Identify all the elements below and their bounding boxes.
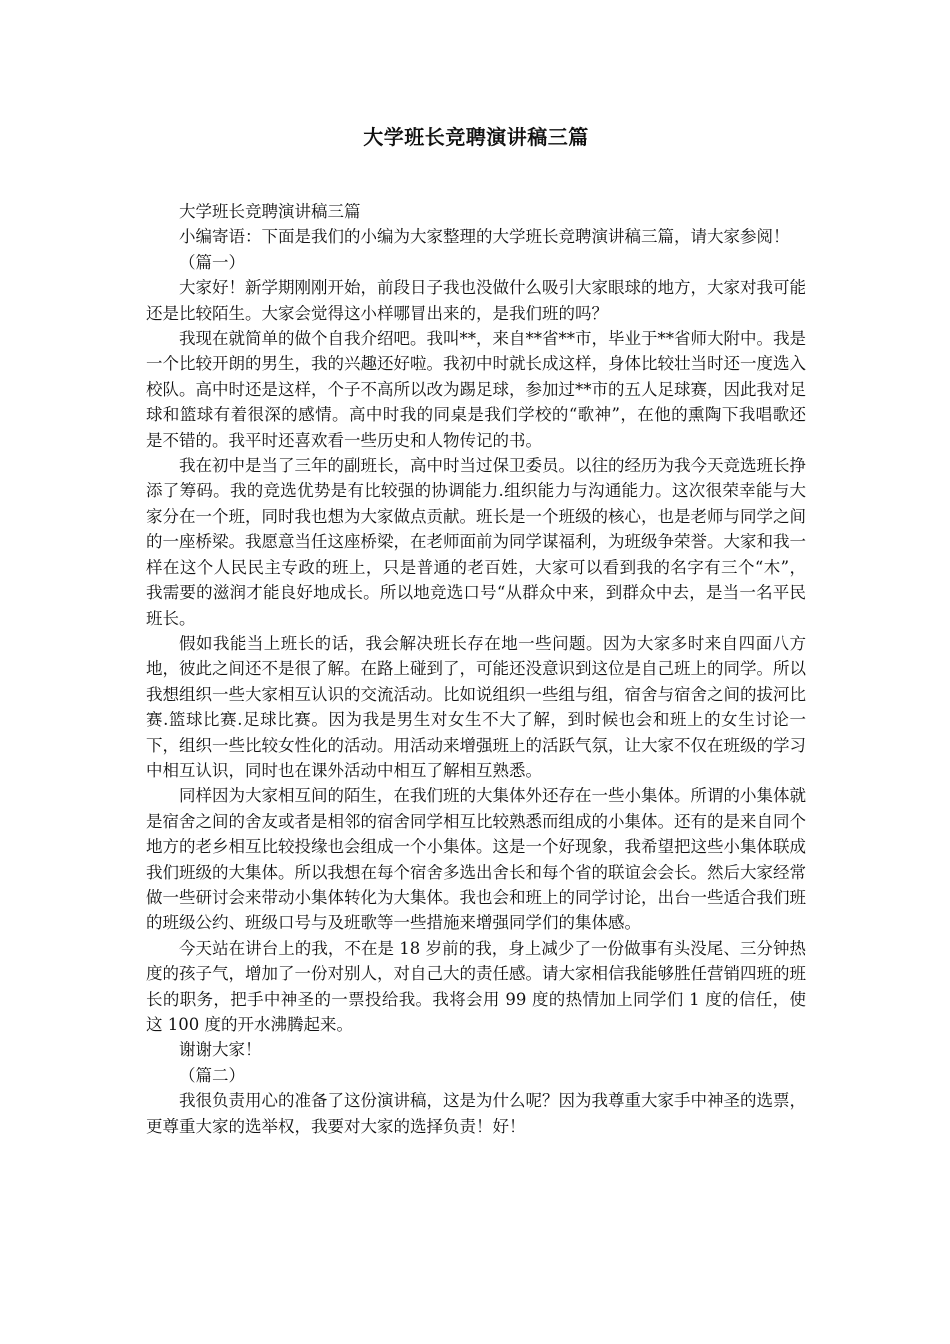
document-title: 大学班长竞聘演讲稿三篇 [363,125,589,149]
paragraph: 同样因为大家相互间的陌生，在我们班的大集体外还存在一些小集体。所谓的小集体就是宿舍之间的舍友或者是相邻的宿舍同学相互比较熟悉而组成的小集体。还有的是来自同个地方的老乡相互比较投缘也会组成一个小集体。这是一个好现象，我希望把这些小集体联成我们班级的大集体。所以我想在每个宿舍多选出舍长和每个省的联谊会会长。然后大家经常做一些研讨会来带动小集体转化为大集体。我也会和班上的同学讨论，出台一些适合我们班的班级公约、班级口号与及班歌等一些措施来增强同学们的集体感。 [146,786,806,933]
paragraph: 小编寄语：下面是我们的小编为大家整理的大学班长竞聘演讲稿三篇，请大家参阅！ [179,227,790,247]
paragraph: 我很负责用心的准备了这份演讲稿，这是为什么呢？因为我尊重大家手中神圣的选票，更尊重大家的选举权，我要对大家的选择负责！好！ [146,1091,806,1136]
paragraph: 我在初中是当了三年的副班长，高中时当过保卫委员。以往的经历为我今天竞选班长挣添了筹码。我的竞选优势是有比较强的协调能力.组织能力与沟通能力。这次很荣幸能与大家分在一个班，同时我也想为大家做点贡献。班长是一个班级的核心，也是老师与同学之间的一座桥梁。我愿意当任这座桥梁，在老师面前为同学谋福利，为班级争荣誉。大家和我一样在这个人民民主专政的班上，只是普通的老百姓，大家可以看到我的名字有三个“木”，我需要的滋润才能良好地成长。所以地竞选口号“从群众中来，到群众中去，是当一名平民班长。 [146,456,806,628]
document-body [146,199,806,1139]
paragraph: 大家好！新学期刚刚开始，前段日子我也没做什么吸引大家眼球的地方，大家对我可能还是比较陌生。大家会觉得这小样哪冒出来的，是我们班的吗？ [146,278,806,323]
paragraph: 今天站在讲台上的我，不在是 18 岁前的我，身上减少了一份做事有头没尾、三分钟热度的孩子气，增加了一份对别人，对自己大的责任感。请大家相信我能够胜任营销四班的班长的职务，把手中神圣的一票投给我。我将会用 99 度的热情加上同学们 1 度的信任，使这 100 度的开水沸腾起来。 [146,938,806,1034]
paragraph: 大学班长竞聘演讲稿三篇 [179,202,361,221]
paragraph: （篇一） [179,252,245,272]
paragraph: 我现在就简单的做个自我介绍吧。我叫**，来自**省**市，毕业于**省师大附中。我是一个比较开朗的男生，我的兴趣还好啦。我初中时就长成这样，身体比较壮当时还一度选入校队。高中时还是这样，个子不高所以改为踢足球，参加过**市的五人足球赛，因此我对足球和篮球有着很深的感情。高中时我的同桌是我们学校的“歌神”，在他的熏陶下我唱歌还是不错的。我平时还喜欢看一些历史和人物传记的书。 [146,329,806,450]
paragraph: （篇二） [179,1065,245,1085]
paragraph: 谢谢大家！ [179,1040,262,1060]
paragraph: 假如我能当上班长的话，我会解决班长存在地一些问题。因为大家多时来自四面八方地，彼此之间还不是很了解。在路上碰到了，可能还没意识到这位是自己班上的同学。所以我想组织一些大家相互认识的交流活动。比如说组织一些组与组，宿舍与宿舍之间的拔河比赛.篮球比赛.足球比赛。因为我是男生对女生不大了解，到时候也会和班上的女生讨论一下，组织一些比较女性化的活动。用活动来增强班上的活跃气氛，让大家不仅在班级的学习中相互认识，同时也在课外活动中相互了解相互熟悉。 [146,633,806,780]
